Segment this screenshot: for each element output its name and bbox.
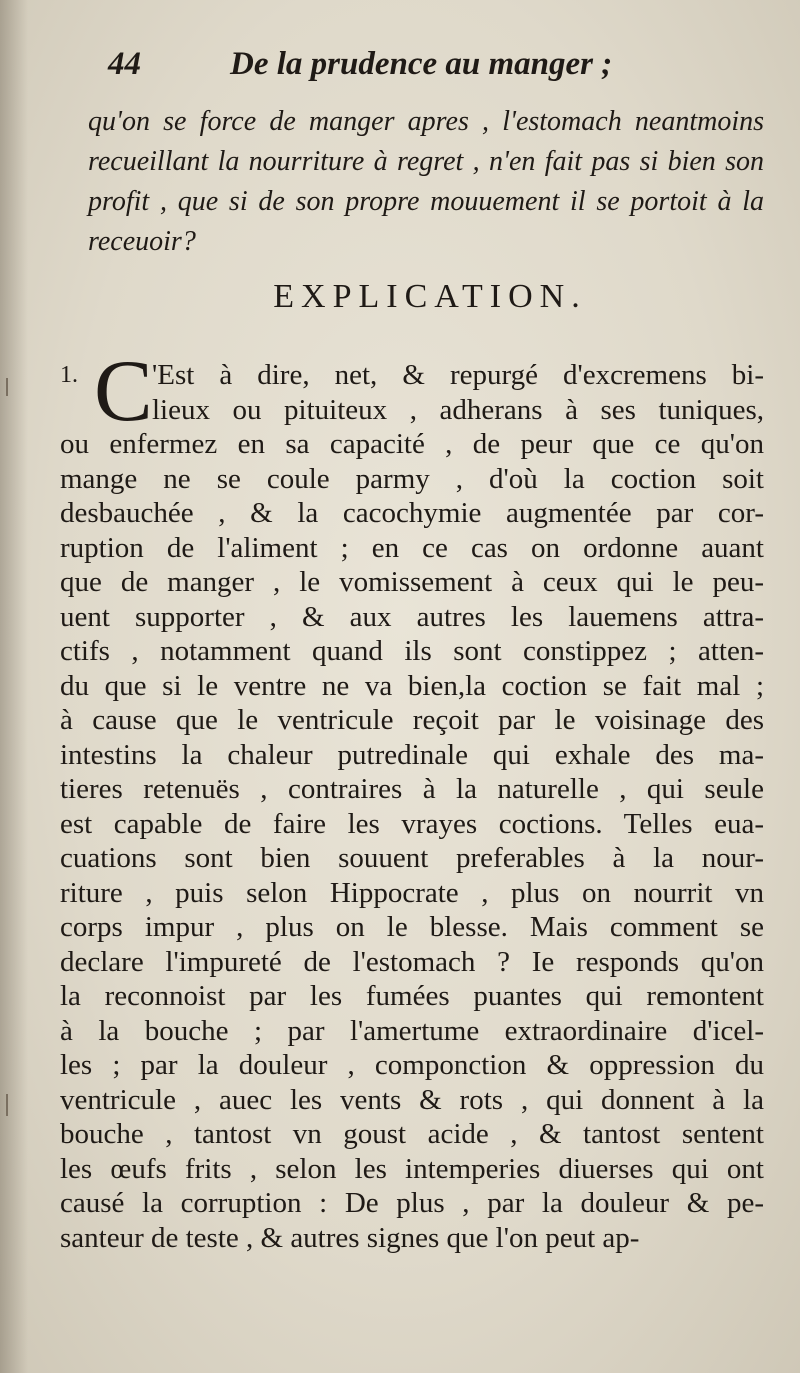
paragraph-line: desbauchée , & la cacochymie augmentée par cor- [60,497,764,529]
paragraph-line: lieux ou pituiteux , adherans à ses tuniques, [152,393,764,426]
paragraph-line: santeur de teste , & autres signes que l'on peut ap- [60,1221,640,1254]
binding-shadow [0,0,28,1373]
paragraph-line: mange ne se coule parmy , d'où la coction soit [60,462,764,495]
paragraph-line: ruption de l'aliment ; en ce cas on ordonne auant [60,531,764,564]
paragraph-line: cuations sont bien souuent preferables à la nour- [60,842,764,874]
drop-cap: C [94,343,153,440]
margin-mark [6,378,8,396]
paragraph-lines [60,358,764,1255]
paragraph-line: 'Est à dire, net, & repurgé d'excremens bi- [152,359,764,391]
paragraph-line: à cause que le ventricule reçoit par le voisinage des [60,704,764,736]
section-title: EXPLICATION. [273,278,587,315]
paragraph-line: declare l'impureté de l'estomach ? Ie responds qu'on [60,945,764,978]
paragraph-line: ventricule , auec les vents & rots , qui donnent à la [60,1083,764,1116]
paragraph-line: intestins la chaleur putredinale qui exhale des ma- [60,738,764,771]
paragraph-line: bouche , tantost vn goust acide , & tantost sentent [60,1118,764,1150]
paragraph-line: du que si le ventre ne va bien,la coction se fait mal ; [60,669,764,702]
paragraph-line: tieres retenuës , contraires à la naturelle , qui seule [60,773,764,805]
paragraph-line: corps impur , plus on le blesse. Mais comment se [60,911,764,943]
paragraph-line: ou enfermez en sa capacité , de peur que ce qu'on [60,428,764,460]
paragraph-line: la reconnoist par les fumées puantes qui remontent [60,980,764,1012]
paragraph-line: uent supporter , & aux autres les lauemens attra- [60,600,764,633]
intro-text: qu'on se force de manger apres , l'estomach neantmoins recueillant la nourriture à regret , n'en fait pas si bien son profit , que si de son propre mouuement il se portoit à la receuoir? [88,106,764,257]
paragraph-line: à la bouche ; par l'amertume extraordinaire d'icel- [60,1014,764,1047]
paragraph-number: 1. [60,362,78,388]
paragraph-line: est capable de faire les vrayes coctions. Telles eua- [60,807,764,840]
paragraph-line: causé la corruption : De plus , par la douleur & pe- [60,1187,764,1219]
page-number: 44 [108,46,141,82]
paragraph-line: les œufs frits , selon les intemperies diuerses qui ont [60,1152,764,1185]
paragraph-line: que de manger , le vomissement à ceux qui le peu- [60,566,764,598]
paragraph-line: riture , puis selon Hippocrate , plus on nourrit vn [60,876,764,909]
paragraph-line: les ; par la douleur , componction & oppression du [60,1049,764,1081]
running-head [108,46,668,102]
margin-mark [6,1094,8,1116]
running-title: De la prudence au manger ; [230,46,613,82]
paragraph-line: ctifs , notamment quand ils sont constippez ; atten- [60,635,764,667]
